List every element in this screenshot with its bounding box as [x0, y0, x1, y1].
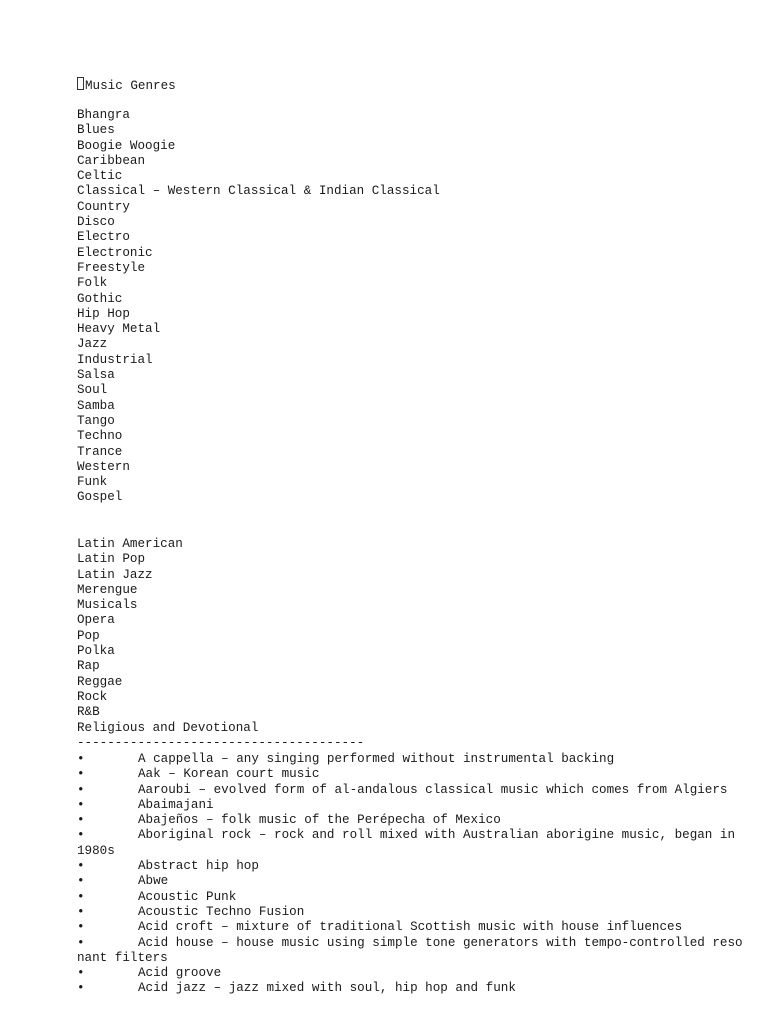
bullet-item	[77, 767, 757, 782]
bullet-dot-icon: •	[77, 767, 85, 782]
bullet-dot-icon: •	[77, 981, 85, 996]
genre-item: Hip Hop	[77, 306, 130, 321]
bullet-text: Acoustic Punk	[138, 889, 237, 904]
bullet-dot-icon: •	[77, 904, 85, 919]
bullet-item	[77, 936, 757, 967]
bullet-item	[77, 813, 757, 828]
bullet-text: Abaimajani	[138, 797, 214, 812]
genre-item: Musicals	[77, 598, 138, 613]
bullet-dot-icon: •	[77, 828, 85, 843]
bullet-text: Acid groove	[138, 966, 222, 981]
genre-item: Gospel	[77, 490, 123, 505]
bullet-text: Abwe	[138, 874, 169, 889]
genre-item: Reggae	[77, 674, 123, 689]
bullet-item	[77, 828, 757, 859]
genre-item: Techno	[77, 429, 123, 444]
bullet-dot-icon: •	[77, 813, 85, 828]
bullet-dot-icon: •	[77, 889, 85, 904]
genre-item: Tango	[77, 413, 115, 428]
bullet-text: Aaroubi – evolved form of al-andalous classical music which comes from Algiers	[138, 782, 728, 797]
genre-item: Gothic	[77, 291, 123, 306]
genre-item: Country	[77, 199, 130, 214]
genre-list-secondary	[77, 537, 757, 736]
bullet-item	[77, 905, 757, 920]
bullet-item	[77, 890, 757, 905]
genre-item: Opera	[77, 613, 115, 628]
bullet-text-continuation: 1980s	[77, 843, 115, 858]
genre-item: Disco	[77, 215, 115, 230]
document-title	[77, 77, 176, 93]
genre-item: R&B	[77, 705, 100, 720]
genre-item: Latin Jazz	[77, 567, 153, 582]
bullet-text: Abajeños – folk music of the Perépecha of Mexico	[138, 813, 501, 828]
bullet-item	[77, 966, 757, 981]
genre-item: Funk	[77, 475, 108, 490]
bullet-text: Abstract hip hop	[138, 859, 259, 874]
genre-item: Industrial	[77, 352, 153, 367]
genre-item: Folk	[77, 276, 108, 291]
genre-item: Polka	[77, 644, 115, 659]
genre-item: Samba	[77, 398, 115, 413]
genre-item: Religious and Devotional	[77, 720, 259, 735]
genre-item: Pop	[77, 628, 100, 643]
bullet-dot-icon: •	[77, 966, 85, 981]
bullet-item	[77, 981, 757, 996]
bullet-dot-icon: •	[77, 935, 85, 950]
bullet-item	[77, 874, 757, 889]
genre-item: Electro	[77, 230, 130, 245]
bullet-text-continuation: nant filters	[77, 950, 168, 965]
bullet-text: Acid croft – mixture of traditional Scottish music with house influences	[138, 920, 683, 935]
section-divider: --------------------------------------	[77, 736, 365, 750]
genre-item: Western	[77, 459, 130, 474]
genre-item: Classical – Western Classical & Indian Classical	[77, 184, 440, 199]
bullet-dot-icon: •	[77, 797, 85, 812]
genre-item: Caribbean	[77, 153, 146, 168]
bullet-dot-icon: •	[77, 859, 85, 874]
bullet-item	[77, 783, 757, 798]
genre-item: Blues	[77, 123, 115, 138]
genre-item: Soul	[77, 383, 108, 398]
bullet-text: Aak – Korean court music	[138, 767, 320, 782]
bullet-item	[77, 798, 757, 813]
genre-item: Boogie Woogie	[77, 138, 176, 153]
genre-list-primary	[77, 108, 757, 506]
genre-item: Electronic	[77, 245, 153, 260]
bullet-text: Aboriginal rock – rock and roll mixed with Australian aborigine music, began in	[138, 828, 736, 843]
genre-item: Jazz	[77, 337, 108, 352]
bullet-text: Acid jazz – jazz mixed with soul, hip hop and funk	[138, 981, 516, 996]
genre-item: Freestyle	[77, 260, 146, 275]
bullet-text: Acid house – house music using simple tone generators with tempo-controlled reso	[138, 935, 743, 950]
missing-glyph-icon	[77, 77, 84, 90]
bullet-dot-icon: •	[77, 782, 85, 797]
bullet-dot-icon: •	[77, 752, 85, 766]
genre-item: Celtic	[77, 169, 123, 184]
bullet-item	[77, 920, 757, 935]
bullet-text: Acoustic Techno Fusion	[138, 904, 305, 919]
genre-item: Merengue	[77, 582, 138, 597]
genre-item: Latin American	[77, 537, 183, 551]
bullet-text: A cappella – any singing performed without instrumental backing	[138, 752, 615, 766]
bullet-dot-icon: •	[77, 920, 85, 935]
genre-item: Bhangra	[77, 108, 130, 122]
genre-item: Salsa	[77, 368, 115, 383]
bullet-item	[77, 859, 757, 874]
bullet-item	[77, 752, 757, 767]
genre-bullet-list	[77, 752, 757, 997]
genre-item: Heavy Metal	[77, 322, 161, 337]
title-text: Music Genres	[85, 79, 176, 93]
bullet-dot-icon: •	[77, 874, 85, 889]
genre-item: Rock	[77, 689, 108, 704]
genre-item: Rap	[77, 659, 100, 674]
genre-item: Trance	[77, 444, 123, 459]
genre-item: Latin Pop	[77, 552, 146, 567]
